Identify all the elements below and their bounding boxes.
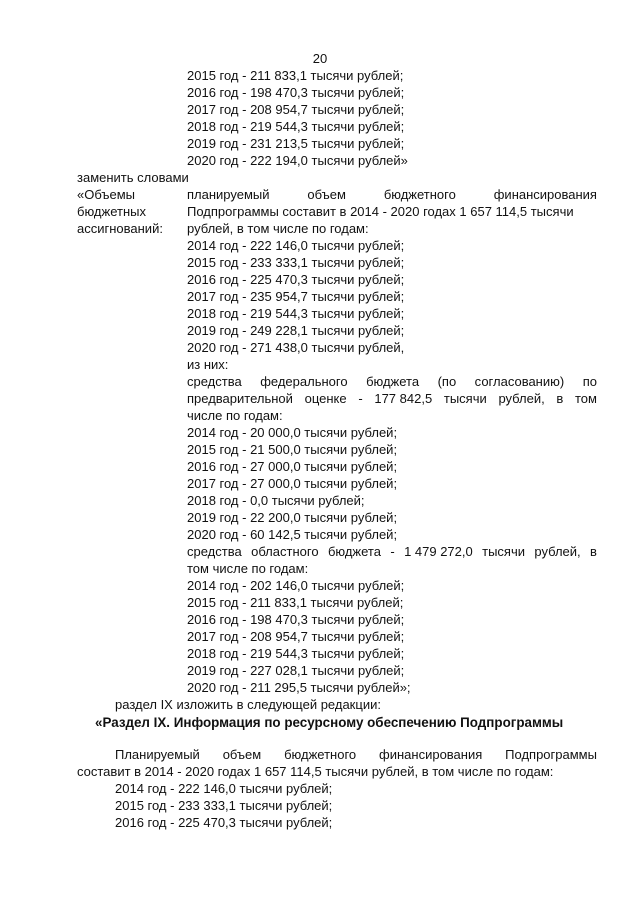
list-item: 2020 год - 271 438,0 тысячи рублей,: [187, 340, 405, 355]
funding-intro-line-1: [187, 186, 597, 203]
word: Планируемый: [115, 747, 200, 762]
word: в: [590, 544, 597, 559]
regional-line-2: том числе по годам:: [187, 561, 309, 576]
label-line: «Объемы: [77, 187, 135, 202]
list-item: 2014 год - 20 000,0 тысячи рублей;: [187, 425, 398, 440]
list-item: 2018 год - 219 544,3 тысячи рублей;: [187, 646, 405, 661]
regional-line-1: [187, 543, 597, 560]
word: тысячи: [443, 391, 487, 406]
section-heading: «Раздел IX. Информация по ресурсному обеспечению Подпрограммы: [95, 715, 564, 730]
word: бюджетного: [284, 747, 357, 762]
word: рублей,: [498, 391, 545, 406]
section-instruction: раздел IX изложить в следующей редакции:: [115, 697, 381, 712]
list-item: 2015 год - 233 333,1 тысячи рублей;: [187, 255, 405, 270]
list-item: 2015 год - 21 500,0 тысячи рублей;: [187, 442, 398, 457]
word: финансирования: [493, 187, 597, 202]
word: Подпрограммы: [505, 747, 597, 762]
federal-line-2: [187, 390, 597, 407]
list-item: 2020 год - 222 194,0 тысячи рублей»: [187, 153, 408, 168]
funding-intro-line-3: рублей, в том числе по годам:: [187, 221, 369, 236]
word: средства: [187, 374, 242, 389]
federal-line-1: [187, 373, 597, 390]
word: (по: [437, 374, 457, 389]
section-body-line-1: [115, 746, 597, 763]
list-item: 2014 год - 222 146,0 тысячи рублей;: [187, 238, 405, 253]
word: предварительной: [187, 391, 293, 406]
federal-line-3: числе по годам:: [187, 408, 283, 423]
section-body-line-2: составит в 2014 - 2020 годах 1 657 114,5 тысячи рублей, в том числе по годам:: [77, 764, 554, 779]
word: федерального: [260, 374, 348, 389]
word: объем: [222, 747, 262, 762]
word: средства: [187, 544, 242, 559]
word: оценке: [304, 391, 347, 406]
word: финансирования: [379, 747, 483, 762]
list-item: 2015 год - 211 833,1 тысячи рублей;: [187, 68, 404, 83]
list-item: 2016 год - 225 470,3 тысячи рублей;: [187, 272, 405, 287]
list-item: 2018 год - 219 544,3 тысячи рублей;: [187, 119, 405, 134]
word: в: [556, 391, 564, 406]
word: -: [358, 391, 363, 406]
list-item: 2016 год - 225 470,3 тысячи рублей;: [115, 815, 333, 830]
list-item: 2014 год - 222 146,0 тысячи рублей;: [115, 781, 333, 796]
word: областного: [251, 544, 319, 559]
list-item: 2017 год - 208 954,7 тысячи рублей;: [187, 629, 405, 644]
list-item: 2020 год - 211 295,5 тысячи рублей»;: [187, 680, 411, 695]
list-item: 2018 год - 219 544,3 тысячи рублей;: [187, 306, 405, 321]
of-them-line: из них:: [187, 357, 229, 372]
replace-words-line: заменить словами: [77, 170, 189, 185]
list-item: 2018 год - 0,0 тысячи рублей;: [187, 493, 365, 508]
list-item: 2017 год - 208 954,7 тысячи рублей;: [187, 102, 405, 117]
list-item: 2015 год - 211 833,1 тысячи рублей;: [187, 595, 404, 610]
label-line: ассигнований:: [77, 221, 163, 236]
label-line: бюджетных: [77, 204, 146, 219]
funding-intro-line-2: Подпрограммы составит в 2014 - 2020 годах 1 657 114,5 тысячи: [187, 204, 574, 219]
word: 1 479 272,0: [404, 544, 473, 559]
word: 177 842,5: [374, 391, 433, 406]
list-item: 2015 год - 233 333,1 тысячи рублей;: [115, 798, 333, 813]
list-item: 2019 год - 249 228,1 тысячи рублей;: [187, 323, 405, 338]
word: согласованию): [474, 374, 565, 389]
list-item: 2019 год - 22 200,0 тысячи рублей;: [187, 510, 398, 525]
word: том: [575, 391, 597, 406]
list-item: 2016 год - 198 470,3 тысячи рублей;: [187, 612, 405, 627]
word: планируемый: [187, 187, 270, 202]
word: тысячи: [482, 544, 525, 559]
list-item: 2016 год - 27 000,0 тысячи рублей;: [187, 459, 398, 474]
list-item: 2019 год - 227 028,1 тысячи рублей;: [187, 663, 405, 678]
list-item: 2017 год - 27 000,0 тысячи рублей;: [187, 476, 398, 491]
word: бюджета: [327, 544, 381, 559]
list-item: 2019 год - 231 213,5 тысячи рублей;: [187, 136, 405, 151]
word: объем: [307, 187, 346, 202]
list-item: 2020 год - 60 142,5 тысячи рублей;: [187, 527, 398, 542]
word: по: [582, 374, 597, 389]
page-number: 20: [312, 51, 328, 66]
list-item: 2017 год - 235 954,7 тысячи рублей;: [187, 289, 405, 304]
word: рублей,: [534, 544, 581, 559]
list-item: 2014 год - 202 146,0 тысячи рублей;: [187, 578, 405, 593]
list-item: 2016 год - 198 470,3 тысячи рублей;: [187, 85, 405, 100]
word: бюджета: [366, 374, 420, 389]
word: бюджетного: [383, 187, 456, 202]
word: -: [390, 544, 395, 559]
